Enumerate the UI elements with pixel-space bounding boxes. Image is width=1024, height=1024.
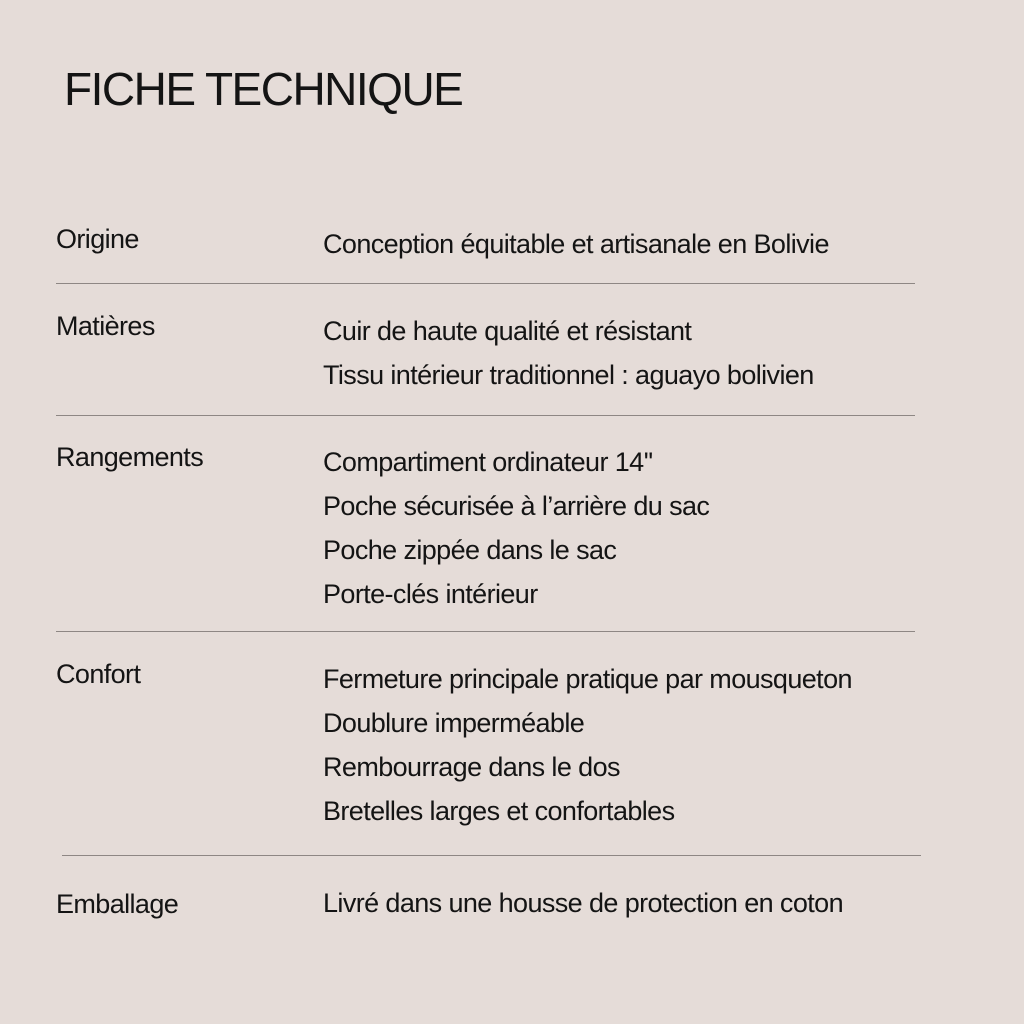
spec-values — [323, 309, 814, 397]
spec-label: Rangements — [56, 442, 204, 472]
divider — [62, 855, 921, 856]
spec-values — [323, 222, 829, 266]
spec-label: Emballage — [56, 889, 179, 919]
spec-value: Porte-clés intérieur — [323, 579, 538, 609]
spec-values — [323, 881, 843, 925]
spec-label: Origine — [56, 224, 139, 254]
spec-value: Cuir de haute qualité et résistant — [323, 316, 692, 346]
spec-label: Matières — [56, 311, 155, 341]
spec-value: Tissu intérieur traditionnel : aguayo bolivien — [323, 360, 814, 390]
spec-value: Fermeture principale pratique par mousqueton — [323, 664, 852, 694]
spec-value: Bretelles larges et confortables — [323, 796, 675, 826]
spec-value: Conception équitable et artisanale en Bolivie — [323, 229, 829, 259]
divider — [56, 283, 915, 284]
spec-value: Doublure imperméable — [323, 708, 585, 738]
spec-values — [323, 657, 852, 833]
spec-value: Compartiment ordinateur 14'' — [323, 447, 653, 477]
spec-value: Poche sécurisée à l’arrière du sac — [323, 491, 710, 521]
page-title: FICHE TECHNIQUE — [64, 63, 463, 115]
divider — [56, 415, 915, 416]
spec-value: Poche zippée dans le sac — [323, 535, 617, 565]
divider — [56, 631, 915, 632]
spec-label: Confort — [56, 659, 141, 689]
spec-value: Rembourrage dans le dos — [323, 752, 620, 782]
spec-value: Livré dans une housse de protection en coton — [323, 888, 843, 918]
spec-values — [323, 440, 709, 616]
